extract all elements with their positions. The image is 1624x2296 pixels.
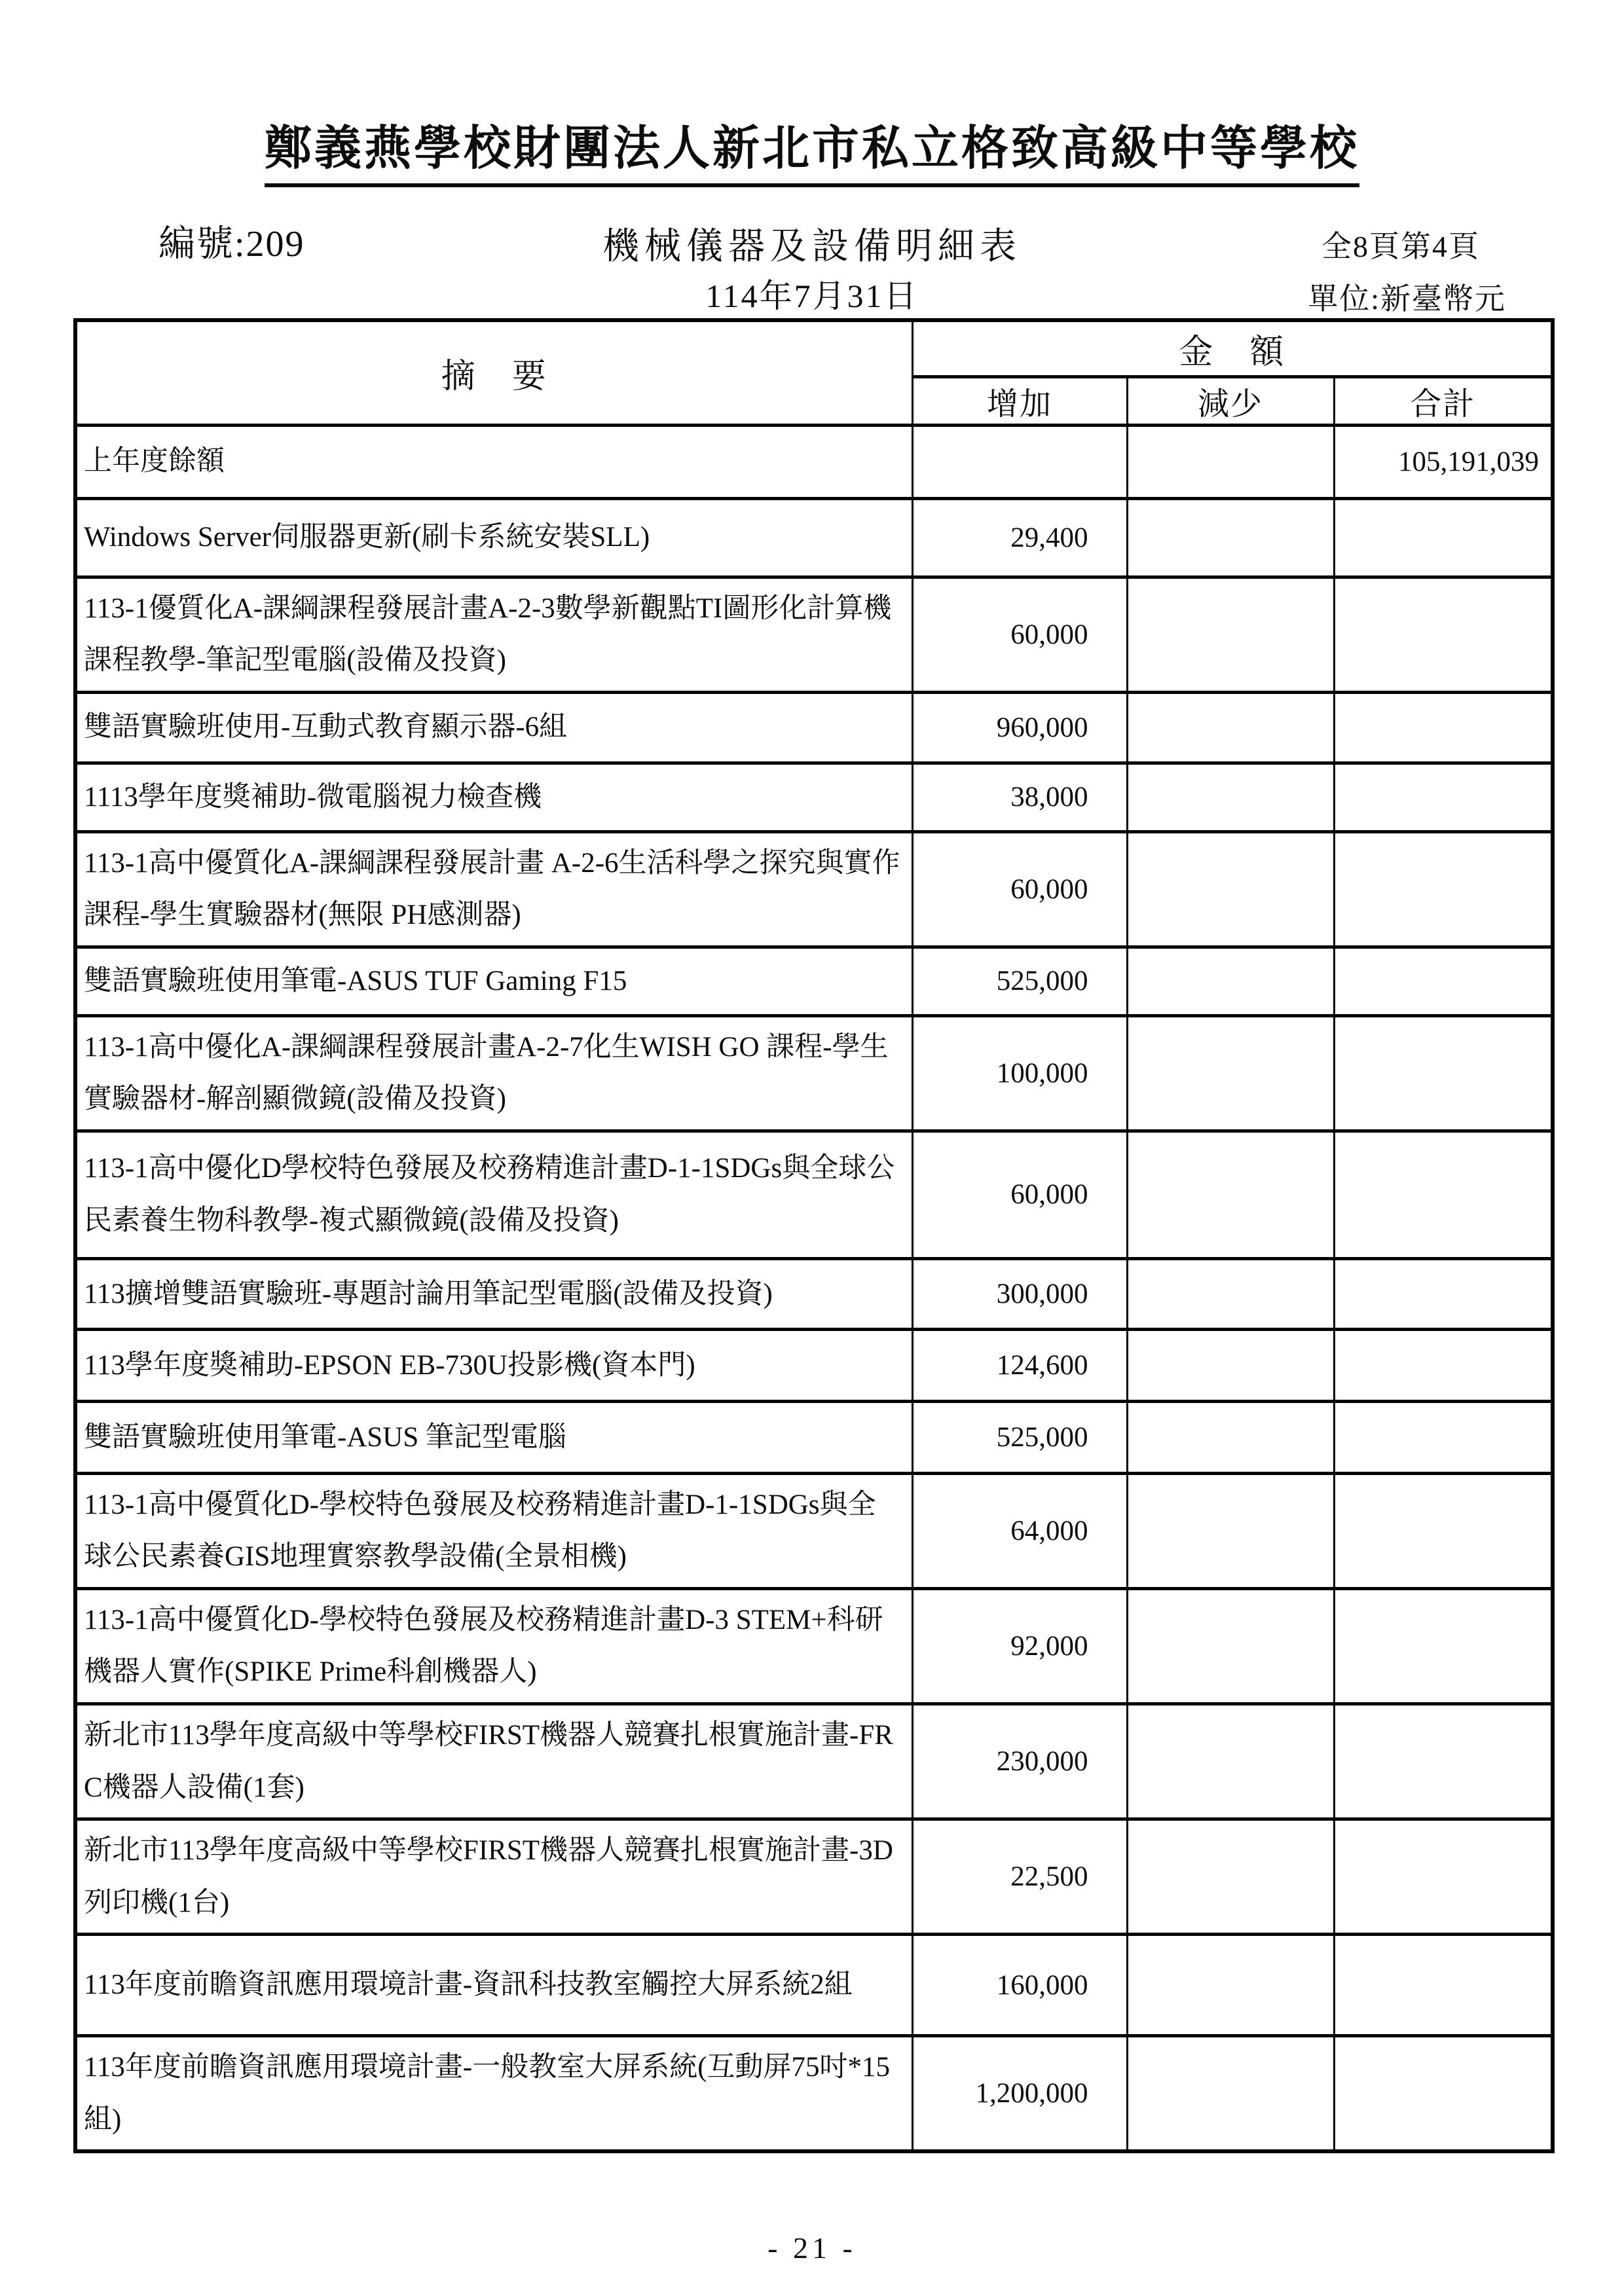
table-row bbox=[75, 425, 1553, 498]
row-total bbox=[1334, 2036, 1553, 2152]
row-increase: 525,000 bbox=[912, 947, 1127, 1015]
row-increase: 100,000 bbox=[912, 1015, 1127, 1131]
row-summary: 新北市113學年度高級中等學校FIRST機器人競賽扎根實施計畫-FRC機器人設備(1套) bbox=[75, 1704, 912, 1819]
row-decrease bbox=[1127, 1935, 1334, 2036]
row-summary: 113-1高中優質化D-學校特色發展及校務精進計畫D-1-1SDGs與全球公民素養GIS地理實察教學設備(全景相機) bbox=[75, 1473, 912, 1588]
row-decrease bbox=[1127, 1258, 1334, 1329]
row-summary: 113-1高中優化D學校特色發展及校務精進計畫D-1-1SDGs與全球公民素養生物科教學-複式顯微鏡(設備及投資) bbox=[75, 1131, 912, 1258]
summary-column-header: 摘 要 bbox=[75, 320, 912, 425]
row-increase: 300,000 bbox=[912, 1258, 1127, 1329]
row-summary: 新北市113學年度高級中等學校FIRST機器人競賽扎根實施計畫-3D列印機(1台) bbox=[75, 1819, 912, 1935]
row-summary: 113-1高中優質化D-學校特色發展及校務精進計畫D-3 STEM+科研機器人實作(SPIKE Prime科創機器人) bbox=[75, 1588, 912, 1704]
row-total bbox=[1334, 1935, 1553, 2036]
row-increase: 60,000 bbox=[912, 577, 1127, 692]
table-header-row-1 bbox=[75, 320, 1553, 376]
row-increase: 64,000 bbox=[912, 1473, 1127, 1588]
row-decrease bbox=[1127, 947, 1334, 1015]
row-increase: 960,000 bbox=[912, 692, 1127, 763]
row-total bbox=[1334, 831, 1553, 947]
table-row bbox=[75, 1588, 1553, 1704]
row-total bbox=[1334, 498, 1553, 577]
table-row bbox=[75, 1473, 1553, 1588]
row-total bbox=[1334, 1704, 1553, 1819]
row-total bbox=[1334, 1258, 1553, 1329]
row-decrease bbox=[1127, 1401, 1334, 1473]
table-row bbox=[75, 577, 1553, 692]
row-increase: 1,200,000 bbox=[912, 2036, 1127, 2152]
amount-group-header: 金 額 bbox=[912, 320, 1553, 376]
row-increase: 38,000 bbox=[912, 763, 1127, 831]
document-header bbox=[0, 0, 1624, 187]
meta-row-1 bbox=[73, 215, 1551, 266]
row-summary: 上年度餘額 bbox=[75, 425, 912, 498]
row-increase bbox=[912, 425, 1127, 498]
table-row bbox=[75, 1704, 1553, 1819]
table-row bbox=[75, 1131, 1553, 1258]
row-summary: 113-1優質化A-課綱課程發展計畫A-2-3數學新觀點TI圖形化計算機課程教學-筆記型電腦(設備及投資) bbox=[75, 577, 912, 692]
equipment-ledger-table bbox=[73, 318, 1555, 2153]
row-decrease bbox=[1127, 1819, 1334, 1935]
row-decrease bbox=[1127, 1588, 1334, 1704]
row-increase: 92,000 bbox=[912, 1588, 1127, 1704]
row-increase: 60,000 bbox=[912, 831, 1127, 947]
row-decrease bbox=[1127, 425, 1334, 498]
row-decrease bbox=[1127, 1704, 1334, 1819]
currency-unit-label: 單位:新臺幣元 bbox=[1308, 282, 1506, 316]
table-row bbox=[75, 498, 1553, 577]
row-total bbox=[1334, 577, 1553, 692]
row-decrease bbox=[1127, 1015, 1334, 1131]
row-decrease bbox=[1127, 1329, 1334, 1401]
row-total bbox=[1334, 1401, 1553, 1473]
row-decrease bbox=[1127, 498, 1334, 577]
row-decrease bbox=[1127, 2036, 1334, 2152]
table-row bbox=[75, 692, 1553, 763]
table-row bbox=[75, 831, 1553, 947]
table-row bbox=[75, 1329, 1553, 1401]
row-decrease bbox=[1127, 692, 1334, 763]
row-total bbox=[1334, 692, 1553, 763]
total-column-header: 合計 bbox=[1334, 376, 1553, 425]
row-increase: 124,600 bbox=[912, 1329, 1127, 1401]
row-summary: 1113學年度獎補助-微電腦視力檢查機 bbox=[75, 763, 912, 831]
table-row bbox=[75, 763, 1553, 831]
row-decrease bbox=[1127, 763, 1334, 831]
table-row bbox=[75, 1401, 1553, 1473]
table-row bbox=[75, 947, 1553, 1015]
row-decrease bbox=[1127, 1131, 1334, 1258]
row-summary: 雙語實驗班使用-互動式教育顯示器-6組 bbox=[75, 692, 912, 763]
row-summary: 113年度前瞻資訊應用環境計畫-一般教室大屏系統(互動屏75吋*15組) bbox=[75, 2036, 912, 2152]
row-summary: 雙語實驗班使用筆電-ASUS 筆記型電腦 bbox=[75, 1401, 912, 1473]
row-total bbox=[1334, 1015, 1553, 1131]
table-row bbox=[75, 1015, 1553, 1131]
row-summary: 113學年度獎補助-EPSON EB-730U投影機(資本門) bbox=[75, 1329, 912, 1401]
row-increase: 160,000 bbox=[912, 1935, 1127, 2036]
row-total bbox=[1334, 947, 1553, 1015]
report-title: 機械儀器及設備明細表 bbox=[602, 227, 1022, 267]
row-total: 105,191,039 bbox=[1334, 425, 1553, 498]
row-decrease bbox=[1127, 1473, 1334, 1588]
row-summary: 113擴增雙語實驗班-專題討論用筆記型電腦(設備及投資) bbox=[75, 1258, 912, 1329]
row-increase: 29,400 bbox=[912, 498, 1127, 577]
row-decrease bbox=[1127, 577, 1334, 692]
meta-row-2 bbox=[73, 270, 1551, 316]
row-total bbox=[1334, 1588, 1553, 1704]
page-number: - 21 - bbox=[767, 2231, 857, 2265]
row-total bbox=[1334, 1131, 1553, 1258]
row-summary: 113-1高中優質化A-課綱課程發展計畫 A-2-6生活科學之探究與實作課程-學生實驗器材(無限 PH感測器) bbox=[75, 831, 912, 947]
table-row bbox=[75, 1258, 1553, 1329]
table-row bbox=[75, 1819, 1553, 1935]
row-increase: 22,500 bbox=[912, 1819, 1127, 1935]
school-name-title: 鄭義燕學校財團法人新北市私立格致高級中等學校 bbox=[265, 110, 1359, 187]
row-total bbox=[1334, 1473, 1553, 1588]
row-summary: Windows Server伺服器更新(刷卡系統安裝SLL) bbox=[75, 498, 912, 577]
table-row bbox=[75, 1935, 1553, 2036]
row-decrease bbox=[1127, 831, 1334, 947]
row-increase: 230,000 bbox=[912, 1704, 1127, 1819]
decrease-column-header: 減少 bbox=[1127, 376, 1334, 425]
row-summary: 113-1高中優化A-課綱課程發展計畫A-2-7化生WISH GO 課程-學生實驗器材-解剖顯微鏡(設備及投資) bbox=[75, 1015, 912, 1131]
row-total bbox=[1334, 1329, 1553, 1401]
report-date: 114年7月31日 bbox=[705, 278, 919, 314]
row-increase: 60,000 bbox=[912, 1131, 1127, 1258]
increase-column-header: 增加 bbox=[912, 376, 1127, 425]
row-summary: 113年度前瞻資訊應用環境計畫-資訊科技教室觸控大屏系統2組 bbox=[75, 1935, 912, 2036]
row-increase: 525,000 bbox=[912, 1401, 1127, 1473]
row-total bbox=[1334, 763, 1553, 831]
row-total bbox=[1334, 1819, 1553, 1935]
table-row bbox=[75, 2036, 1553, 2152]
page-info: 全8頁第4頁 bbox=[1321, 230, 1480, 263]
row-summary: 雙語實驗班使用筆電-ASUS TUF Gaming F15 bbox=[75, 947, 912, 1015]
doc-number: 編號:209 bbox=[158, 224, 305, 264]
